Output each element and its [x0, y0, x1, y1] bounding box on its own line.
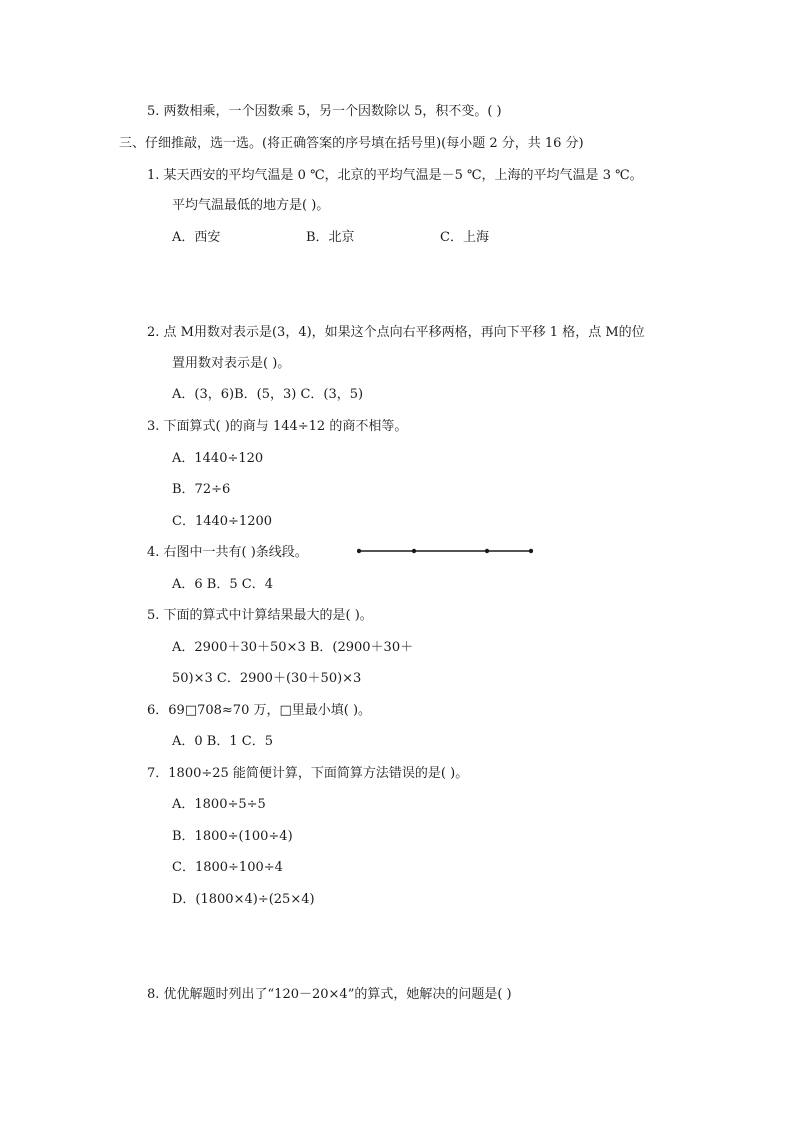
q7-option-a: A．1800÷5÷5 [172, 797, 266, 812]
segment-point [357, 549, 361, 553]
q5-options-cont: 50)×3 C．2900＋(30＋50)×3 [172, 671, 362, 686]
question-1-text-cont: 平均气温最低的地方是( )。 [172, 198, 330, 213]
q3-option-c: C．1440÷1200 [172, 514, 273, 529]
question-5-text: 5. 下面的算式中计算结果最大的是( )。 [147, 608, 373, 623]
question-8-text: 8. 优优解题时列出了“120－20×4”的算式，她解决的问题是( ) [147, 987, 512, 1002]
q7-option-b: B．1800÷(100÷4) [172, 829, 293, 844]
question-2-text: 2. 点 M用数对表示是(3，4)，如果这个点向右平移两格，再向下平移 1 格，点 M的位 [147, 325, 645, 340]
question-7-text: 7．1800÷25 能简便计算，下面简算方法错误的是( )。 [147, 766, 469, 781]
q4-options: A．6 B．5 C．4 [172, 577, 273, 592]
q1-option-c: C．上海 [440, 230, 489, 245]
segment-point [412, 549, 416, 553]
question-3-text: 3. 下面算式( )的商与 144÷12 的商不相等。 [147, 419, 408, 434]
question-2-text-cont: 置用数对表示是( )。 [172, 356, 291, 371]
q5-options: A．2900＋30＋50×3 B．(2900＋30＋ [172, 640, 414, 655]
q6-options: A．0 B．1 C．5 [172, 734, 273, 749]
line-segment-figure [357, 544, 533, 558]
question-6-text: 6．69□708≈70 万，□里最小填( )。 [147, 703, 372, 718]
q1-option-b: B．北京 [306, 230, 355, 245]
q7-option-d: D．(1800×4)÷(25×4) [172, 892, 315, 907]
q3-option-b: B．72÷6 [172, 482, 231, 497]
q7-option-c: C．1800÷100÷4 [172, 860, 283, 875]
section-three-heading: 三、仔细推敲，选一选。(将正确答案的序号填在括号里)(每小题 2 分，共 16 分) [119, 136, 584, 151]
q2-options: A．(3，6)B．(5，3) C．(3，5) [172, 387, 364, 402]
segment-point [529, 549, 533, 553]
q1-option-a: A．西安 [172, 230, 221, 245]
q3-option-a: A．1440÷120 [172, 451, 264, 466]
judgement-item-5: 5. 两数相乘，一个因数乘 5，另一个因数除以 5，积不变。( ) [147, 104, 502, 119]
question-1-text: 1. 某天西安的平均气温是 0 ℃，北京的平均气温是－5 ℃，上海的平均气温是 3 ℃。 [147, 168, 643, 183]
question-4-text: 4. 右图中一共有( )条线段。 [147, 545, 308, 560]
segment-point [485, 549, 489, 553]
